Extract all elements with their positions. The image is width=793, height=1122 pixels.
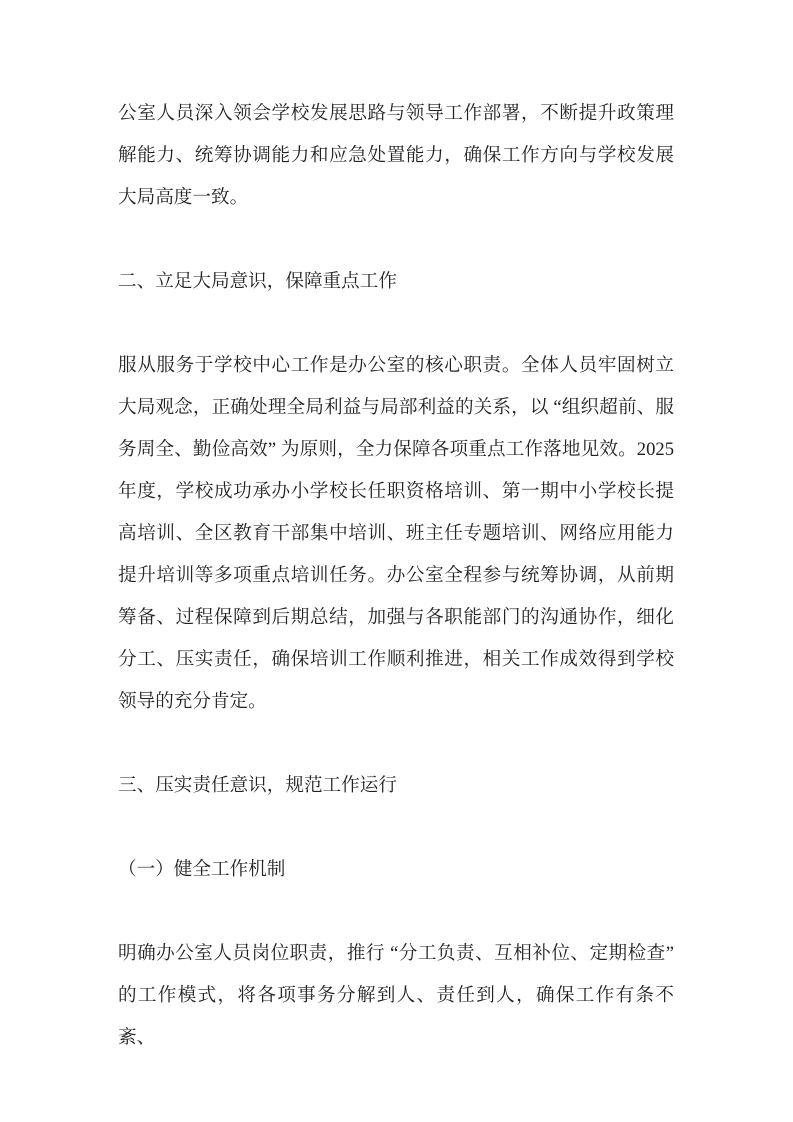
document-content	[118, 93, 674, 1101]
paragraph-work-mechanism: 明确办公室人员岗位职责，推行 “分工负责、互相补位、定期检查” 的工作模式，将各项事务分解到人、责任到人，确保工作有条不紊、	[118, 943, 674, 1048]
section-heading-2: 二、立足大局意识，保障重点工作	[118, 271, 397, 292]
section-heading-3: 三、压实责任意识，规范工作运行	[118, 775, 397, 796]
paragraph-policy-understanding: 公室人员深入领会学校发展思路与领导工作部署，不断提升政策理解能力、统筹协调能力和应急处置能力，确保工作方向与学校发展大局高度一致。	[118, 103, 674, 208]
subsection-heading-work-mechanism: （一）健全工作机制	[118, 859, 286, 880]
paragraph-key-work-support: 服从服务于学校中心工作是办公室的核心职责。全体人员牢固树立大局观念，正确处理全局利益与局部利益的关系，以 “组织超前、服务周全、勤俭高效” 为原则，全力保障各项重点工作落地见效。2025年度，学校成功承办小学校长任职资格培训、第一期中小学校长提高培训、全区教育干部集中培训、班主任专题培训、网络应用能力提升培训等多项重点培训任务。办公室全程参与统筹协调，从前期筹备、过程保障到后期总结，加强与各职能部门的沟通协作，细化分工、压实责任，确保培训工作顺利推进，相关工作成效得到学校领导的充分肯定。	[118, 355, 674, 712]
